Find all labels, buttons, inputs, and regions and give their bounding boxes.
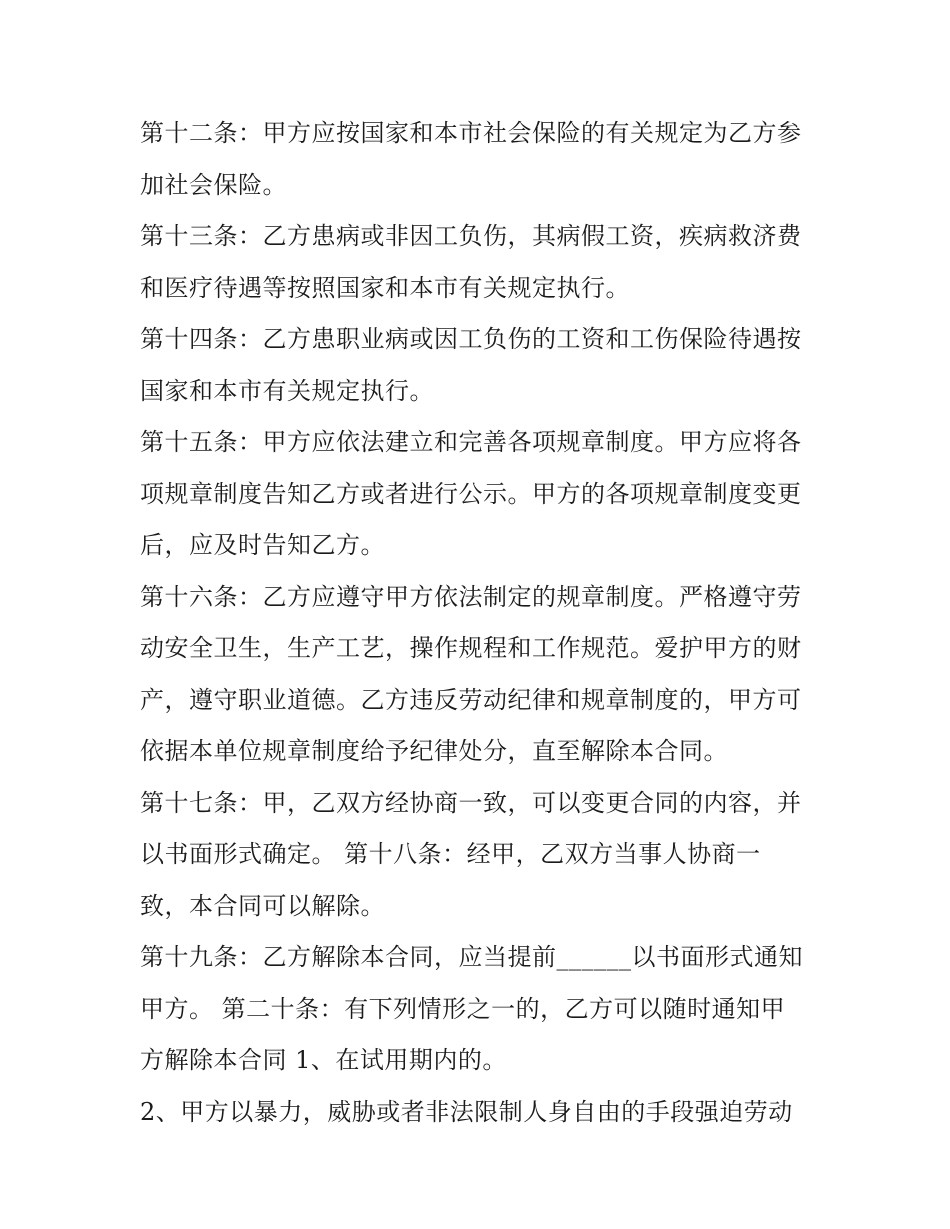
- text-line: 第十七条：甲，乙双方经协商一致，可以变更合同的内容，并: [140, 788, 802, 817]
- text-line: 动安全卫生，生产工艺，操作规程和工作规范。爱护甲方的财: [140, 634, 802, 662]
- text-line: 第十四条：乙方患职业病或因工负伤的工资和工伤保险待遇按: [140, 325, 802, 353]
- text-line: 致，本合同可以解除。: [140, 891, 385, 920]
- text-line: 第十六条：乙方应遵守甲方依法制定的规章制度。严格遵守劳: [140, 582, 802, 611]
- text-line: 第十九条：乙方解除本合同，应当提前______以书面形式通知: [140, 943, 803, 971]
- text-line: 以书面形式确定。 第十八条：经甲，乙双方当事人协商一: [140, 840, 761, 868]
- text-line: 和医疗待遇等按照国家和本市有关规定执行。: [140, 273, 630, 302]
- text-line: 产，遵守职业道德。乙方违反劳动纪律和规章制度的，甲方可: [140, 685, 802, 714]
- text-line: 后，应及时告知乙方。: [140, 531, 385, 559]
- text-line: 加社会保险。: [140, 170, 287, 199]
- text-line: 第十三条：乙方患病或非因工负伤，其病假工资，疾病救济费: [140, 222, 802, 250]
- text-line: 依据本单位规章制度给予纪律处分，直至解除本合同。: [140, 737, 728, 765]
- text-line: 第十二条：甲方应按国家和本市社会保险的有关规定为乙方参: [140, 119, 802, 147]
- document-body: [140, 108, 820, 1138]
- text-line: 2、甲方以暴力，威胁或者非法限制人身自由的手段强迫劳动: [140, 1097, 793, 1126]
- text-line: 第十五条：甲方应依法建立和完善各项规章制度。甲方应将各: [140, 428, 802, 456]
- text-line: 方解除本合同 1、在试用期内的。: [140, 1046, 507, 1074]
- text-line: 甲方。 第二十条：有下列情形之一的，乙方可以随时通知甲: [140, 994, 786, 1023]
- text-line: 项规章制度告知乙方或者进行公示。甲方的各项规章制度变更: [140, 479, 802, 508]
- text-line: 国家和本市有关规定执行。: [140, 376, 434, 405]
